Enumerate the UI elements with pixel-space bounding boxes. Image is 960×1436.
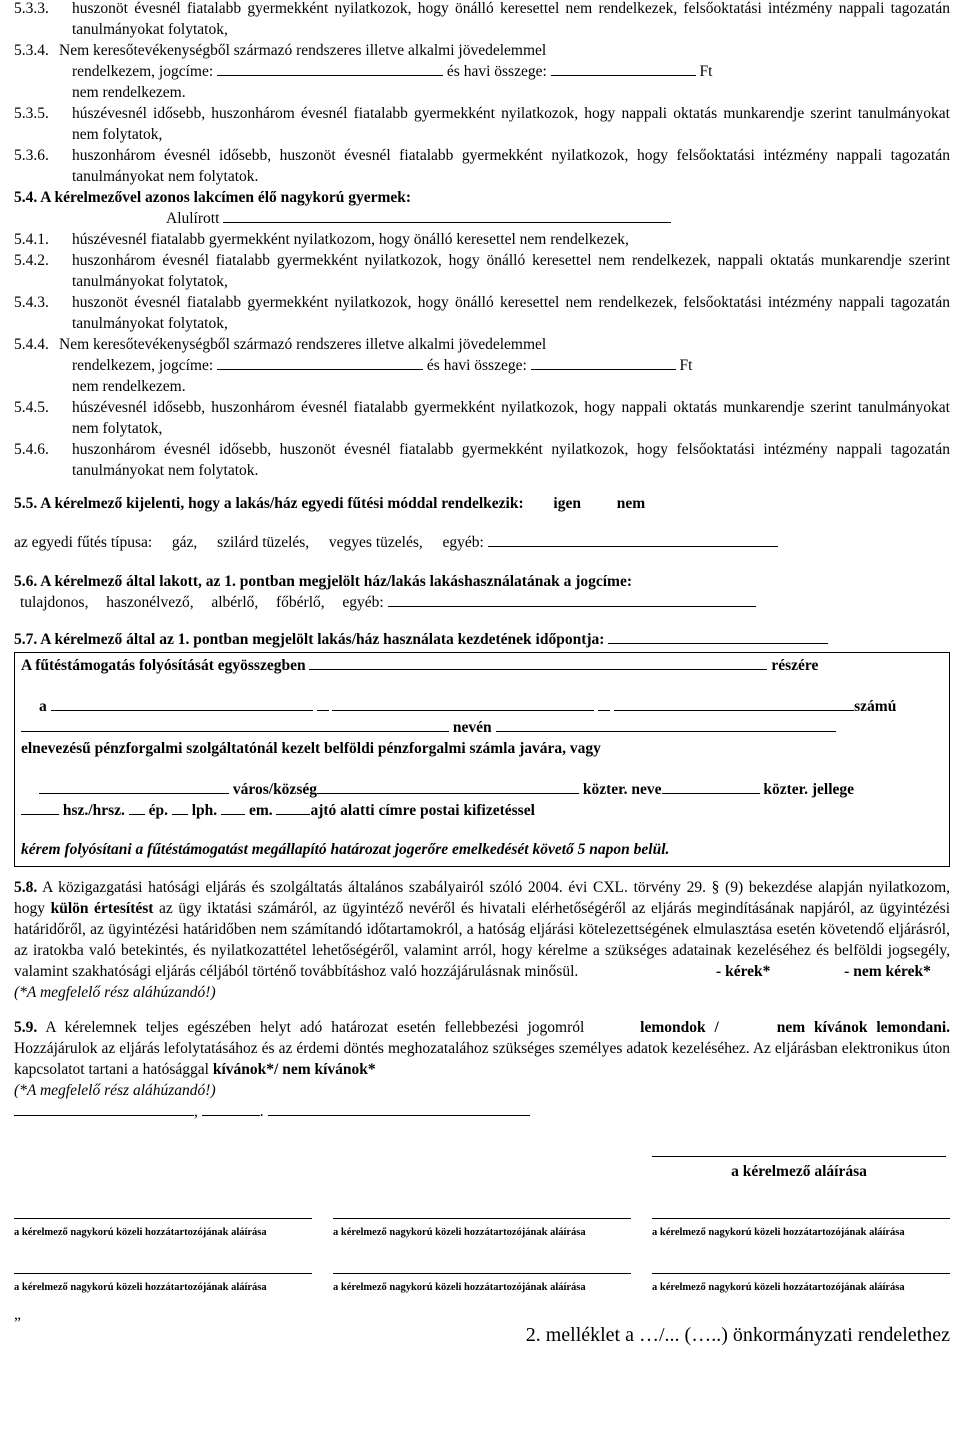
request-option[interactable]: - kérek* (716, 963, 771, 980)
relative-signature-label: a kérelmező nagykorú közeli hozzátartozójának aláírása (652, 1227, 905, 1238)
section-number: 5.8. (14, 879, 38, 896)
holder-name-field[interactable] (21, 717, 449, 732)
section-text: A kérelmező kijelenti, hogy a lakás/ház egyedi fűtési móddal rendelkezik: (40, 495, 524, 512)
item-text: húszévesnél fiatalabb gyermekként nyilatkozom, hogy önálló keresettel nem rendelkezek, (72, 231, 629, 248)
building-label: ép. (148, 802, 168, 819)
item-number: 5.3.3. (14, 0, 49, 17)
section-number: 5.9. (14, 1019, 38, 1036)
account-prefix: a (39, 698, 47, 715)
item-number: 5.4.1. (14, 231, 49, 248)
name-field[interactable] (223, 208, 671, 223)
section-text: A kérelmező által az 1. pontban megjelölt lakás/ház használata kezdetének időpontja: (40, 631, 605, 648)
item-number: 5.3.6. (14, 147, 49, 164)
payment-line-5 (21, 779, 943, 800)
relative-signature-line[interactable] (333, 1206, 631, 1219)
street-name-field[interactable] (317, 779, 579, 794)
recipient-field[interactable] (309, 655, 767, 670)
relative-signature-line[interactable] (652, 1206, 950, 1219)
item-number: 5.4.5. (14, 399, 49, 416)
item-5-3-3 (14, 0, 950, 40)
floor-field[interactable] (221, 800, 245, 815)
date-separator: , (194, 1103, 198, 1120)
relative-signature-line[interactable] (333, 1261, 631, 1274)
heating-option-mixed[interactable]: vegyes tüzelés, (328, 534, 423, 551)
item-5-4-5 (14, 397, 950, 439)
relative-signature (652, 1206, 950, 1243)
income-amount-field[interactable] (551, 61, 696, 76)
floor-label: em. (248, 802, 273, 819)
alulirott-line (14, 208, 950, 229)
tenure-subtenant[interactable]: albérlő, (211, 594, 259, 611)
section-number: 5.7. (14, 631, 38, 648)
tenure-owner[interactable]: tulajdonos, (20, 594, 89, 611)
signature-block (14, 1142, 950, 1182)
section-text: A kérelemnek teljes egészében helyt adó határozat esetén fellebbezési jogomról (45, 1019, 585, 1036)
income-amount-field[interactable] (531, 355, 676, 370)
income-label: rendelkezem, jogcíme: (72, 357, 214, 374)
currency-label: Ft (679, 357, 693, 374)
tenure-options (14, 592, 950, 613)
form-page (14, 0, 950, 1346)
section-text: Hozzájárulok az eljárás lefolytatásához és az érdemi döntés meghozatalához szükséges személyes adatok kezeléséhez. Az eljárásban elektronikus úton kapcsolatot tartani a hatósággal (14, 1040, 950, 1078)
underline-note: (*A megfelelő rész aláhúzandó!) (14, 984, 216, 1001)
city-field[interactable] (39, 779, 229, 794)
heating-option-solid[interactable]: szilárd tüzelés, (217, 534, 310, 551)
signature-label: a kérelmező aláírása (731, 1163, 867, 1180)
recipient-suffix: részére (771, 657, 819, 674)
section-5-4-title (14, 187, 950, 208)
street-type-field[interactable] (662, 779, 760, 794)
section-5-8 (14, 877, 950, 982)
holder-extra-field[interactable] (496, 717, 836, 732)
date-separator: . (259, 1103, 264, 1120)
item-text: huszonöt évesnél fiatalabb gyermekként nyilatkozok, hogy önálló keresettel nem rendelkezek, felsőoktatási intézmény nappali tagozatán tanulmányokat folytatok, (72, 294, 950, 332)
payment-line-6 (21, 800, 943, 821)
date-field-2[interactable] (268, 1101, 530, 1116)
nem-option[interactable]: nem (616, 495, 646, 512)
section-title: A kérelmezővel azonos lakcímen élő nagykorú gyermek: (40, 189, 412, 206)
no-request-option[interactable]: - nem kérek* (844, 963, 931, 980)
paragraph-sign-icon: § (711, 879, 720, 896)
payment-label: A fűtéstámogatás folyósítását egyösszegben (21, 657, 306, 674)
section-text: az ügy iktatási számáról, az ügyintéző nevéről és hivatali elérhetőségéről az eljárás megindításának napjáról, az ügyintézési határidőről, az ügyintézési határidőben nem számítandó időtartamokról, a hatóság eljárási kötelezettségének elmulasztása esetén követendő eljárásról, az iratokba való betekintés, és nyilatkozattétel lehetőségéről, valamint arról, hogy kérelme a szükséges adatainak kezeléséhez és belföldi jogsegély, valamint szakhatósági eljárás céljából történő továbbításhoz való hozzájárulásnak minősül. (14, 900, 951, 980)
item-5-3-6 (14, 145, 950, 187)
tenure-tenant[interactable]: főbérlő, (276, 594, 325, 611)
item-number: 5.3.4. (14, 42, 49, 59)
section-number: 5.5. (14, 495, 38, 512)
item-text: huszonhárom évesnél fiatalabb gyermekként nyilatkozok, hogy önálló keresettel nem rendelkezek, nappali oktatás munkarendje szerint tanulmányokat folytatok, (72, 252, 950, 290)
item-5-3-5 (14, 103, 950, 145)
heating-other-field[interactable] (488, 532, 778, 547)
item-5-4-2 (14, 250, 950, 292)
income-label: rendelkezem, jogcíme: (72, 63, 214, 80)
relative-signature-label: a kérelmező nagykorú közeli hozzátartozójának aláírása (333, 1282, 586, 1293)
payment-line-7: kérem folyósítani a fűtéstámogatást megállapító határozat jogerőre emelkedését követő 5 napon belül. (21, 841, 670, 858)
building-field[interactable] (129, 800, 145, 815)
income-amount-label: és havi összege: (426, 357, 527, 374)
section-text: A közigazgatási hatósági eljárás és szolgáltatás általános szabályairól szóló 2004. évi CXL. törvény 29. (42, 879, 706, 896)
item-number: 5.4.6. (14, 441, 49, 458)
igen-option[interactable]: igen (553, 495, 581, 512)
dash (598, 696, 610, 711)
section-5-7 (14, 629, 950, 650)
item-number: 5.3.5. (14, 105, 49, 122)
item-5-4-3 (14, 292, 950, 334)
relative-signature (333, 1261, 631, 1298)
item-5-4-6 (14, 439, 950, 481)
payment-box (14, 652, 950, 867)
relative-signatures-row-2 (14, 1261, 950, 1298)
start-date-field[interactable] (608, 629, 828, 644)
payment-line-1 (21, 655, 943, 676)
quote-mark: „ (14, 1306, 21, 1323)
heating-type-line (14, 532, 950, 553)
section-5-9 (14, 1017, 950, 1080)
section-5-5 (14, 493, 950, 514)
relative-signature (333, 1206, 631, 1243)
place-field[interactable] (14, 1101, 194, 1116)
relative-signature (14, 1261, 312, 1298)
relative-signature-label: a kérelmező nagykorú közeli hozzátartozójának aláírása (14, 1227, 267, 1238)
signature-line[interactable] (652, 1142, 946, 1157)
tenure-other-field[interactable] (388, 592, 756, 607)
section-text: A kérelmező által lakott, az 1. pontban megjelölt ház/lakás lakáshasználatának a jogcíme: (40, 573, 632, 590)
heating-option-other[interactable]: egyéb: (442, 534, 484, 551)
section-number: 5.4. (14, 189, 38, 206)
annex-footer: 2. melléklet a …/... (…..) önkormányzati rendelethez (525, 1324, 950, 1346)
stair-field[interactable] (172, 800, 188, 815)
income-amount-label: és havi összege: (446, 63, 547, 80)
income-title-field[interactable] (217, 61, 443, 76)
no-income-option[interactable]: nem rendelkezem. (72, 378, 186, 395)
relative-signature-label: a kérelmező nagykorú közeli hozzátartozójának aláírása (333, 1227, 586, 1238)
street-name-label: közter. neve (582, 781, 662, 798)
item-number: 5.4.4. (14, 336, 49, 353)
account-part-3[interactable] (614, 696, 854, 711)
electronic-contact-option[interactable]: kívánok*/ nem kívánok* (212, 1061, 376, 1078)
section-5-6 (14, 571, 950, 592)
item-text: huszonhárom évesnél idősebb, huszonöt évesnél fiatalabb gyermekként nyilatkozok, hogy felsőoktatási intézmény nappali tagozatán tanulmányokat nem folytatok. (72, 441, 950, 479)
relative-signature-line[interactable] (14, 1206, 312, 1219)
tenure-other[interactable]: egyéb: (342, 594, 384, 611)
income-line (14, 61, 950, 82)
no-waive-option-cont[interactable]: lemondani. (876, 1019, 951, 1036)
item-text: huszonöt évesnél fiatalabb gyermekként nyilatkozok, hogy önálló keresettel nem rendelkezek, felsőoktatási intézmény nappali tagozatán tanulmányokat folytatok, (72, 0, 950, 38)
account-part-2[interactable] (332, 696, 594, 711)
tenure-usufruct[interactable]: haszonélvező, (106, 594, 194, 611)
payment-line-4: elnevezésű pénzforgalmi szolgáltatónál kezelt belföldi pénzforgalmi számla javára, vagy (21, 740, 601, 757)
relative-signature (14, 1206, 312, 1243)
account-suffix: számú (854, 698, 897, 715)
item-number: 5.4.3. (14, 294, 49, 311)
item-text: huszonhárom évesnél idősebb, huszonöt évesnél fiatalabb gyermekként nyilatkozok, hogy felsőoktatási intézmény nappali tagozatán tanulmányokat nem folytatok. (72, 147, 950, 185)
item-5-4-1 (14, 229, 950, 250)
relative-signature-line[interactable] (14, 1261, 312, 1274)
house-number-label: hsz./hrsz. (62, 802, 125, 819)
relative-signature (652, 1261, 950, 1298)
income-line (14, 355, 950, 376)
section-text: (9) bekezdése alapján nyilatkozom, hogy (14, 879, 951, 917)
street-type-label: közter. jellege (763, 781, 855, 798)
relative-signature-label: a kérelmező nagykorú közeli hozzátartozójának aláírása (14, 1282, 267, 1293)
house-number-field[interactable] (21, 800, 59, 815)
date-field-1[interactable] (202, 1101, 260, 1116)
relative-signatures-row-1 (14, 1206, 950, 1243)
section-number: 5.6. (14, 573, 38, 590)
income-title-field[interactable] (217, 355, 423, 370)
item-text: húszévesnél idősebb, huszonhárom évesnél fiatalabb gyermekként nyilatkozok, hogy nappali oktatás munkarendje szerint tanulmányokat nem folytatok, (72, 105, 950, 143)
no-waive-option[interactable]: nem kívánok (776, 1019, 868, 1036)
alulirott-label: Alulírott (166, 210, 220, 227)
door-label: ajtó alatti címre postai kifizetéssel (310, 802, 535, 819)
city-label: város/község (232, 781, 317, 798)
date-line (14, 1101, 950, 1122)
door-field[interactable] (276, 800, 310, 815)
underline-note: (*A megfelelő rész aláhúzandó!) (14, 1082, 216, 1099)
item-5-4-4 (14, 334, 950, 355)
account-part-1[interactable] (51, 696, 313, 711)
item-text: húszévesnél idősebb, huszonhárom évesnél fiatalabb gyermekként nyilatkozok, hogy nappali oktatás munkarendje szerint tanulmányokat nem folytatok, (72, 399, 950, 437)
no-income-option[interactable]: nem rendelkezem. (72, 84, 186, 101)
payment-line-2 (21, 696, 943, 717)
bold-text: külön értesítést (50, 900, 154, 917)
dash (317, 696, 329, 711)
item-5-3-4 (14, 40, 950, 61)
item-number: 5.4.2. (14, 252, 49, 269)
waive-option[interactable]: lemondok / (640, 1019, 719, 1036)
payment-line-3 (21, 717, 943, 738)
holder-label: nevén (452, 719, 492, 736)
heating-option-gas[interactable]: gáz, (171, 534, 198, 551)
heating-type-label: az egyedi fűtés típusa: (14, 534, 153, 551)
relative-signature-line[interactable] (652, 1261, 950, 1274)
currency-label: Ft (699, 63, 713, 80)
item-text: Nem keresőtevékenységből származó rendszeres illetve alkalmi jövedelemmel (59, 336, 547, 353)
item-text: Nem keresőtevékenységből származó rendszeres illetve alkalmi jövedelemmel (59, 42, 547, 59)
relative-signature-label: a kérelmező nagykorú közeli hozzátartozójának aláírása (652, 1282, 905, 1293)
stair-label: lph. (191, 802, 218, 819)
